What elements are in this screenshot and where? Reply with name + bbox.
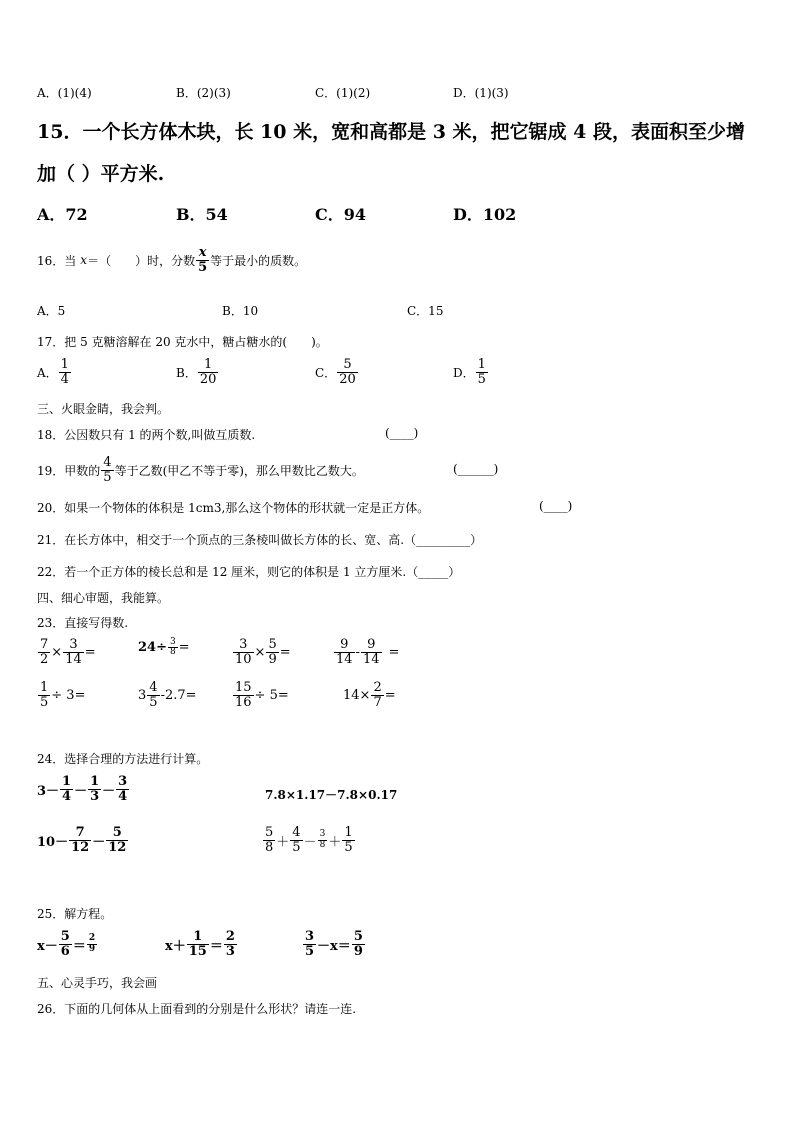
expr-suffix: -2.7= bbox=[160, 687, 197, 703]
q17-question: 17．把 5 克糖溶解在 20 克水中，糖占糖水的( )。 bbox=[37, 335, 328, 349]
frac-den: 6 bbox=[60, 943, 70, 959]
q14-option-c: C．(1)(2) bbox=[315, 86, 371, 100]
equals: = bbox=[84, 644, 96, 660]
frac-num: 1 bbox=[40, 680, 49, 695]
frac bbox=[371, 681, 383, 709]
frac-num: 1 bbox=[193, 929, 203, 944]
q17-option-d-label: D． bbox=[453, 365, 475, 380]
q16-suffix: 等于最小的质数。 bbox=[210, 253, 307, 268]
operator: - bbox=[355, 644, 360, 660]
q17-option-c-fraction bbox=[337, 358, 358, 386]
q21-statement: 21．在长方体中，相交于一个顶点的三条棱叫做长方体的长、宽、高.（_________） bbox=[37, 533, 483, 547]
equals: = bbox=[388, 644, 400, 660]
q16-option-b: B．10 bbox=[222, 304, 259, 318]
frac bbox=[263, 826, 275, 854]
frac-num: 3 bbox=[305, 929, 315, 944]
q25-equation-3 bbox=[302, 930, 366, 958]
q16-frac-num: x bbox=[198, 245, 207, 260]
operator: － bbox=[303, 834, 317, 850]
q23-item-4 bbox=[333, 638, 399, 666]
frac-den: 20 bbox=[339, 371, 356, 387]
frac-num: 1 bbox=[90, 774, 100, 789]
q17-option-b-fraction bbox=[198, 358, 219, 386]
operator: × bbox=[254, 644, 266, 660]
frac-num: 1 bbox=[477, 357, 486, 372]
q19-fraction bbox=[101, 456, 113, 484]
frac bbox=[59, 930, 72, 958]
q24-expr-2: 7.8×1.17－7.8×0.17 bbox=[265, 788, 398, 802]
q25-equation-2 bbox=[165, 930, 238, 958]
frac bbox=[233, 638, 254, 666]
q23-item-3 bbox=[232, 638, 291, 666]
expr-prefix: 10－ bbox=[37, 834, 69, 850]
frac-num: 7 bbox=[75, 825, 85, 840]
q16-frac-den: 5 bbox=[198, 259, 208, 275]
frac-den: 10 bbox=[235, 651, 252, 667]
q18-statement: 18．公因数只有 1 的两个数,叫做互质数. bbox=[37, 428, 256, 442]
frac bbox=[318, 830, 328, 850]
q15-option-b: B．54 bbox=[176, 205, 228, 224]
q17-option-b-label: B． bbox=[176, 365, 197, 380]
q19-prefix: 19．甲数的 bbox=[37, 463, 101, 478]
frac-num: 4 bbox=[149, 680, 158, 695]
expr-prefix: 3－ bbox=[37, 783, 60, 799]
q15-option-d: D．102 bbox=[453, 205, 517, 224]
frac bbox=[60, 775, 73, 803]
frac-num: 1 bbox=[60, 357, 69, 372]
frac-num: 4 bbox=[103, 455, 112, 470]
frac-num: 3 bbox=[319, 829, 326, 840]
q24-expr-3 bbox=[37, 826, 129, 854]
equals: = bbox=[384, 687, 396, 703]
q16-prefix: 16．当 bbox=[37, 253, 77, 268]
q17-option-d-fraction bbox=[476, 358, 488, 386]
frac bbox=[342, 826, 354, 854]
frac-num: 5 bbox=[60, 929, 70, 944]
frac-den: 5 bbox=[40, 694, 49, 710]
frac-num: 3 bbox=[169, 637, 176, 647]
frac-den: 15 bbox=[188, 943, 207, 959]
q17-option-b bbox=[176, 358, 219, 386]
frac-num: 3 bbox=[239, 637, 248, 652]
frac-num: 1 bbox=[203, 357, 213, 372]
frac-num: 3 bbox=[118, 774, 128, 789]
expr-prefix: 24÷ bbox=[138, 640, 167, 656]
frac bbox=[168, 638, 178, 658]
frac-den: 8 bbox=[169, 647, 176, 658]
q16-question bbox=[37, 246, 306, 274]
equals: ＝ bbox=[209, 938, 223, 954]
q17-option-a-fraction bbox=[59, 358, 71, 386]
frac-den: 14 bbox=[362, 651, 380, 667]
frac-num: 2 bbox=[373, 680, 382, 695]
frac-den: 4 bbox=[60, 371, 69, 387]
q17-option-c bbox=[315, 358, 359, 386]
q26-question: 26．下面的几何体从上面看到的分别是什么形状？请连一连. bbox=[37, 1002, 357, 1016]
frac-den: 9 bbox=[88, 943, 96, 954]
q15-option-c: C．94 bbox=[315, 205, 367, 224]
frac bbox=[361, 638, 382, 666]
frac-den: 8 bbox=[319, 839, 326, 850]
frac-den: 9 bbox=[268, 651, 277, 667]
frac-num: 3 bbox=[69, 637, 78, 652]
frac-den: 7 bbox=[373, 694, 382, 710]
frac-den: 4 bbox=[62, 788, 72, 804]
frac-den: 14 bbox=[65, 651, 82, 667]
q15-option-a: A．72 bbox=[37, 205, 88, 224]
q19-suffix: 等于乙数(甲乙不等于零)，那么甲数比乙数大。 bbox=[114, 463, 364, 478]
frac-num: 5 bbox=[268, 637, 277, 652]
frac-den: 5 bbox=[292, 839, 301, 855]
section-3-heading: 三、火眼金睛，我会判。 bbox=[37, 402, 170, 416]
frac-num: 1 bbox=[62, 774, 72, 789]
frac-num: 7 bbox=[40, 637, 49, 652]
q24-expr-1 bbox=[37, 775, 130, 803]
expr-prefix: x＋ bbox=[165, 938, 186, 954]
q22-statement: 22．若一个正方体的棱长总和是 12 厘米，则它的体积是 1 立方厘米.（_____） bbox=[37, 565, 461, 579]
frac-den: 5 bbox=[103, 469, 112, 485]
frac-den: 20 bbox=[199, 371, 217, 387]
frac-num: 1 bbox=[344, 825, 353, 840]
frac-den: 5 bbox=[149, 694, 158, 710]
q24-expr-4 bbox=[262, 826, 356, 854]
q17-option-c-label: C． bbox=[315, 365, 337, 380]
frac bbox=[38, 638, 50, 666]
q14-option-d: D．(1)(3) bbox=[453, 86, 509, 100]
q18-answer-blank[interactable]: (____) bbox=[385, 426, 419, 440]
operator: ＋ bbox=[276, 834, 290, 850]
q17-option-a-label: A． bbox=[37, 365, 58, 380]
frac bbox=[233, 681, 254, 709]
q23-item-8 bbox=[343, 681, 396, 709]
q23-item-2 bbox=[138, 638, 190, 658]
frac bbox=[290, 826, 302, 854]
frac bbox=[116, 775, 129, 803]
frac-den: 3 bbox=[90, 788, 100, 804]
q23-title: 23．直接写得数. bbox=[37, 616, 129, 630]
q16-eq: ＝（ ）时，分数 bbox=[87, 253, 196, 268]
frac bbox=[266, 638, 278, 666]
frac-num: 9 bbox=[367, 637, 376, 652]
frac bbox=[352, 930, 365, 958]
frac bbox=[187, 930, 209, 958]
operator: － bbox=[102, 783, 116, 799]
section-4-heading: 四、细心审题，我能算。 bbox=[37, 591, 170, 605]
frac bbox=[87, 934, 97, 954]
q19-answer-blank[interactable]: (______) bbox=[453, 462, 499, 476]
q23-item-7 bbox=[232, 681, 289, 709]
frac bbox=[69, 826, 91, 854]
expr-suffix: ÷ 3= bbox=[51, 687, 86, 703]
q14-option-a: A．(1)(4) bbox=[37, 86, 92, 100]
whole-number: 3 bbox=[138, 687, 147, 703]
q19-statement bbox=[37, 456, 364, 484]
equals: ＝ bbox=[72, 938, 86, 954]
frac-den: 12 bbox=[108, 839, 127, 855]
equals: = bbox=[178, 640, 190, 656]
q20-statement: 20．如果一个物体的体积是 1cm3,那么这个物体的形状就一定是正方体。 bbox=[37, 501, 430, 515]
frac bbox=[38, 681, 50, 709]
frac-den: 8 bbox=[265, 839, 274, 855]
q15-question-line2: 加（ ）平方米. bbox=[37, 163, 165, 185]
frac bbox=[303, 930, 316, 958]
frac-num: 15 bbox=[235, 680, 252, 695]
frac-den: 16 bbox=[235, 694, 252, 710]
frac-num: 2 bbox=[225, 929, 235, 944]
frac bbox=[334, 638, 355, 666]
frac-num: 5 bbox=[343, 357, 352, 372]
expr-middle: －x＝ bbox=[317, 938, 351, 954]
section-5-heading: 五、心灵手巧，我会画 bbox=[37, 976, 158, 990]
frac-den: 12 bbox=[71, 839, 90, 855]
q16-option-c: C．15 bbox=[407, 304, 444, 318]
frac-den: 5 bbox=[344, 839, 353, 855]
frac-den: 14 bbox=[336, 651, 353, 667]
q16-fraction bbox=[196, 246, 209, 274]
q14-option-b: B．(2)(3) bbox=[176, 86, 231, 100]
expr-prefix: x－ bbox=[37, 938, 58, 954]
q25-equation-1 bbox=[37, 930, 98, 958]
frac bbox=[63, 638, 84, 666]
q23-item-6 bbox=[138, 681, 197, 709]
frac-den: 2 bbox=[40, 651, 49, 667]
frac bbox=[224, 930, 237, 958]
frac-den: 4 bbox=[118, 788, 128, 804]
frac-num: 5 bbox=[353, 929, 363, 944]
frac-den: 3 bbox=[225, 943, 235, 959]
q25-title: 25．解方程。 bbox=[37, 907, 113, 921]
frac-num: 9 bbox=[340, 637, 349, 652]
q16-variable: x bbox=[80, 253, 88, 268]
q24-title: 24．选择合理的方法进行计算。 bbox=[37, 752, 209, 766]
frac bbox=[106, 826, 128, 854]
q23-item-1 bbox=[37, 638, 96, 666]
q15-question-line1: 15．一个长方体木块，长 10 米，宽和高都是 3 米，把它锯成 4 段，表面积至少增 bbox=[37, 121, 746, 143]
q16-option-a: A．5 bbox=[37, 304, 66, 318]
q17-option-d bbox=[453, 358, 489, 386]
frac-num: 5 bbox=[112, 825, 122, 840]
expr-prefix: 14× bbox=[343, 687, 371, 703]
frac-den: 9 bbox=[353, 943, 363, 959]
operator: ＋ bbox=[328, 834, 342, 850]
q23-item-5 bbox=[37, 681, 85, 709]
frac-den: 5 bbox=[477, 371, 486, 387]
frac bbox=[147, 681, 159, 709]
q17-option-a bbox=[37, 358, 72, 386]
equals: = bbox=[279, 644, 291, 660]
frac-num: 5 bbox=[265, 825, 274, 840]
q20-answer-blank[interactable]: (____) bbox=[539, 499, 573, 513]
operator: － bbox=[92, 834, 106, 850]
frac-num: 2 bbox=[88, 933, 96, 944]
frac-den: 5 bbox=[305, 943, 315, 959]
operator: × bbox=[51, 644, 63, 660]
frac bbox=[88, 775, 101, 803]
expr-suffix: ÷ 5= bbox=[254, 687, 289, 703]
operator: － bbox=[74, 783, 88, 799]
frac-num: 4 bbox=[292, 825, 301, 840]
